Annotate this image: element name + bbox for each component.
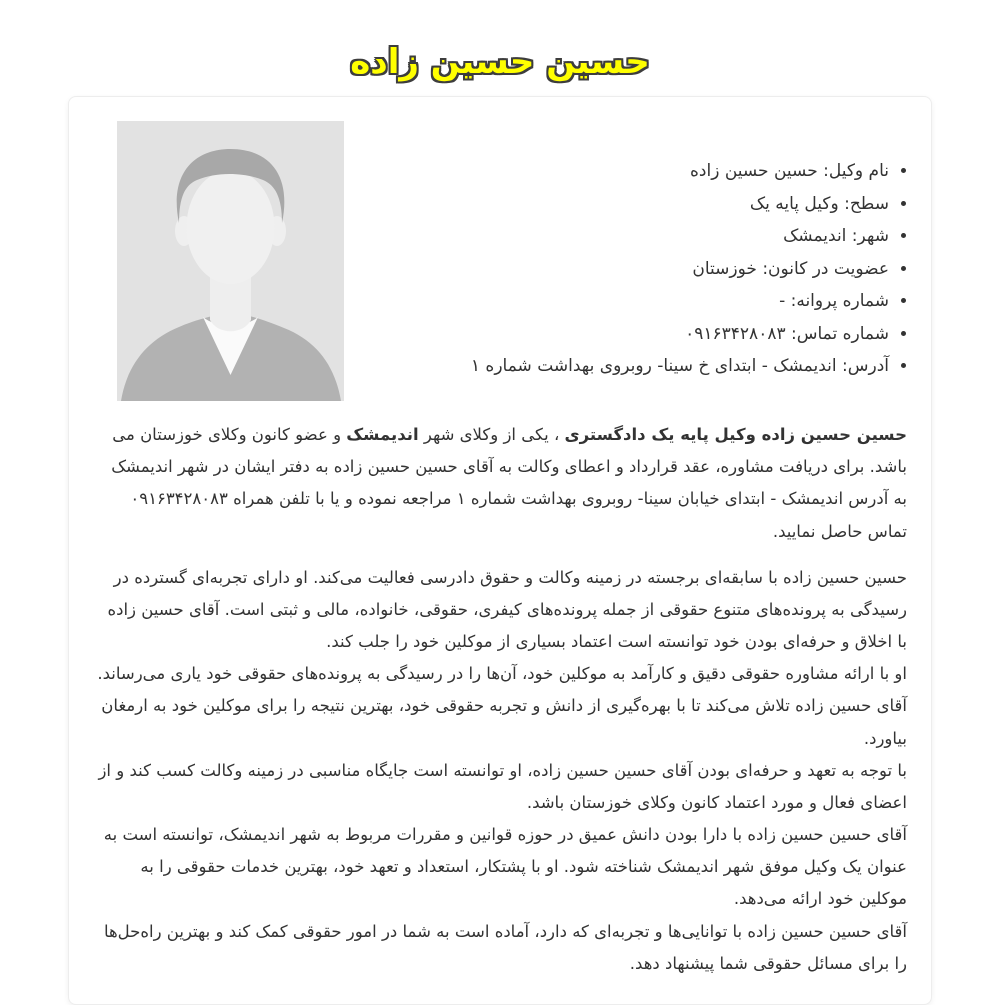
bio-paragraph-4: آقای حسین حسین زاده با دارا بودن دانش عمیق در حوزه قوانین و مقررات مربوط به شهر اندیمشک، توانسته است به عنوان یک وکیل موفق شهر اندیمشک شناخته شود. او با پشتکار، استعداد و تعهد خود، بهترین خدمات حقوقی را به موکلین خود ارائه می‌دهد.: [103, 825, 907, 909]
intro-paragraph: [93, 419, 907, 548]
detail-item-city: • شهر: اندیمشک: [471, 220, 889, 253]
bio-paragraph-3: با توجه به تعهد و حرفه‌ای بودن آقای حسین حسین زاده، او توانسته است جایگاه مناسبی در زمینه وکالت کسب کند و از اعضای فعال و مورد اعتماد کانون وکلای خوزستان باشد.: [98, 760, 907, 812]
detail-item-level: • سطح: وکیل پایه یک: [471, 188, 889, 221]
avatar: [117, 121, 344, 401]
lawyer-details-list: [471, 155, 913, 383]
bio-paragraph-1: حسین حسین زاده با سابقه‌ای برجسته در زمینه وکالت و حقوق دادرسی فعالیت می‌کند. او دارای تجربه‌ای گسترده در رسیدگی به پرونده‌های متنوع حقوقی از جمله پرونده‌های کیفری، حقوقی، خانواده، مالی و ثبتی است. آقای حسین زاده با اخلاق و حرفه‌ای بودن خود توانسته است اعتماد بسیاری از موکلین خود را جلب کند.: [107, 567, 907, 652]
bio-paragraph-2: او با ارائه مشاوره حقوقی دقیق و کارآمد به موکلین خود، آن‌ها را در رسیدگی به پرونده‌های حقوقی خود یاری می‌رساند. آقای حسین زاده تلاش می‌کند تا با بهره‌گیری از دانش و تجربه حقوقی خود، بهترین نتیجه را برای موکلین خود به ارمغان بیاورد.: [97, 664, 907, 748]
detail-item-bar: • عضویت در کانون: خوزستان: [471, 253, 889, 286]
detail-item-name: • نام وکیل: حسین حسین زاده: [471, 155, 889, 188]
profile-description: [93, 419, 907, 980]
detail-item-address: • آدرس: اندیمشک - ابتدای خ سینا- روبروی بهداشت شماره ۱: [471, 350, 889, 383]
profile-card: [68, 96, 932, 1005]
intro-rest-text: و عضو کانون وکلای خوزستان می باشد. برای دریافت مشاوره، عقد قرارداد و اعطای وکالت به آقای حسین حسین زاده به دفتر ایشان در شهر اندیمشک به آدرس اندیمشک - ابتدای خیابان سینا- روبروی بهداشت شماره ۱ مراجعه نموده و یا با تلفن همراه ۰۹۱۶۳۴۲۸۰۸۳ تماس حاصل نمایید.: [111, 425, 907, 541]
intro-bold-city: اندیمشک: [346, 425, 419, 444]
detail-item-license: • شماره پروانه: -: [471, 285, 889, 318]
bio-paragraph-5: آقای حسین حسین زاده با توانایی‌ها و تجربه‌ای که دارد، آماده است به شما در امور حقوقی کمک کند و بهترین راه‌حل‌ها را برای مسائل حقوقی شما پیشنهاد دهد.: [103, 921, 907, 973]
detail-item-phone: • شماره تماس: ۰۹۱۶۳۴۲۸۰۸۳: [471, 318, 889, 351]
intro-bold-name: حسین حسین زاده وکیل پایه یک دادگستری: [564, 425, 907, 444]
profile-top-section: [87, 109, 913, 401]
avatar-placeholder-image: [117, 121, 344, 401]
page-title: حسین حسین زاده: [350, 42, 650, 82]
intro-mid-text: ، یکی از وکلای شهر: [418, 425, 565, 444]
